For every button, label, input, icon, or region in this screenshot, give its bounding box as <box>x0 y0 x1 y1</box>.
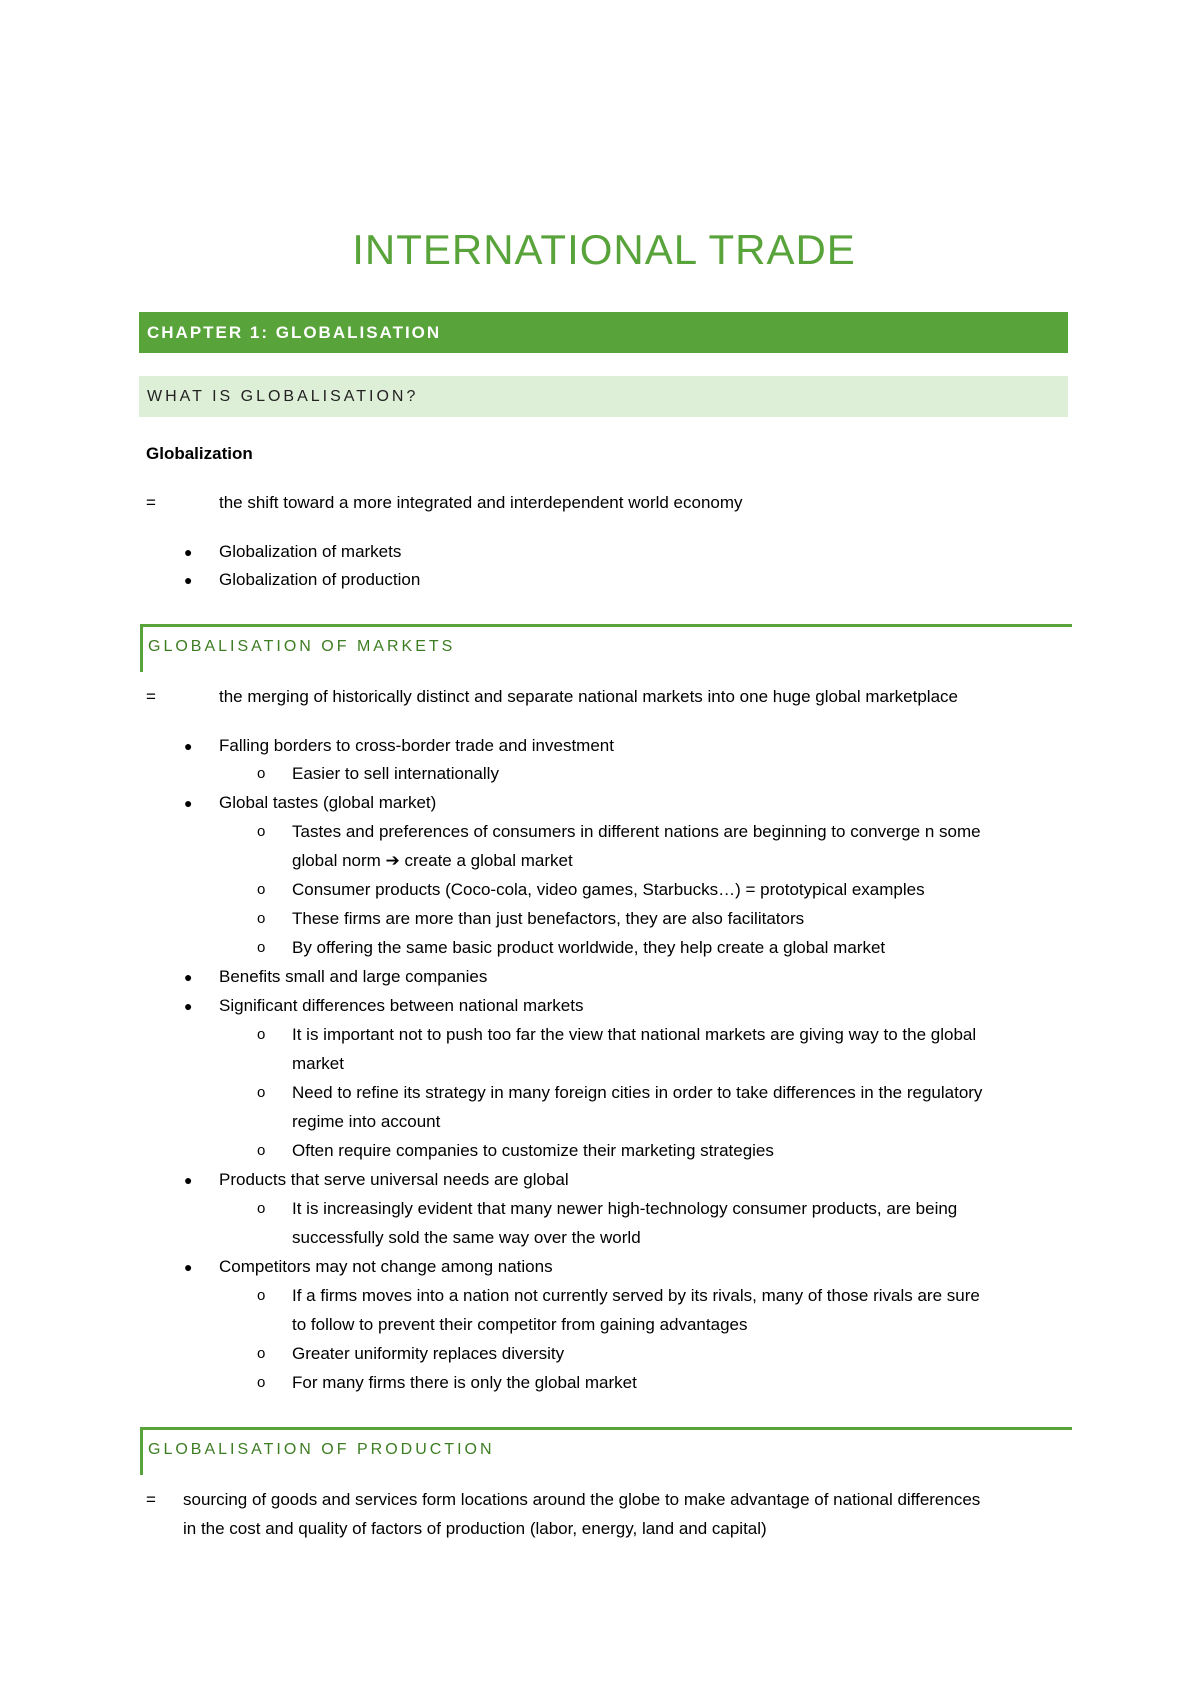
sub-bullet-continuation: market <box>292 1054 344 1073</box>
sub-bullet-marker: o <box>257 939 266 956</box>
sub-bullet-marker: o <box>257 1374 266 1391</box>
sub-bullet-item: Need to refine its strategy in many foreign cities in order to take differences in the regulatory <box>292 1083 983 1102</box>
document-title: INTERNATIONAL TRADE <box>352 226 856 273</box>
definition-text: the shift toward a more integrated and interdependent world economy <box>219 493 743 512</box>
bullet-item: Products that serve universal needs are global <box>219 1170 569 1189</box>
bullet-marker: ● <box>184 572 193 588</box>
bullet-item: Global tastes (global market) <box>219 793 437 812</box>
sub-bullet-item: It is increasingly evident that many newer high-technology consumer products, are being <box>292 1199 958 1218</box>
sub-bullet-marker: o <box>257 823 266 840</box>
sub-bullet-marker: o <box>257 765 266 782</box>
markets-heading: GLOBALISATION OF MARKETS <box>140 624 1072 672</box>
sub-bullet-item: Often require companies to customize their marketing strategies <box>292 1141 774 1160</box>
production-heading: GLOBALISATION OF PRODUCTION <box>140 1427 1072 1475</box>
sub-bullet-marker: o <box>257 1287 266 1304</box>
definition-continuation: in the cost and quality of factors of production (labor, energy, land and capital) <box>183 1519 767 1538</box>
bullet-marker: ● <box>184 544 193 560</box>
bullet-marker: ● <box>184 795 193 811</box>
sub-bullet-marker: o <box>257 1142 266 1159</box>
sub-bullet-marker: o <box>257 1200 266 1217</box>
bullet-marker: ● <box>184 998 193 1014</box>
sub-bullet-item: If a firms moves into a nation not currently served by its rivals, many of those rivals are sure <box>292 1286 980 1305</box>
bullet-item: Significant differences between national markets <box>219 996 584 1015</box>
bullet-marker: ● <box>184 969 193 985</box>
section-heading: WHAT IS GLOBALISATION? <box>139 376 1068 417</box>
sub-bullet-item: Greater uniformity replaces diversity <box>292 1344 565 1363</box>
sub-bullet-continuation: regime into account <box>292 1112 441 1131</box>
sub-bullet-marker: o <box>257 881 266 898</box>
sub-bullet-continuation: to follow to prevent their competitor from gaining advantages <box>292 1315 748 1334</box>
bullet-marker: ● <box>184 1172 193 1188</box>
term-label: Globalization <box>146 444 253 463</box>
sub-bullet-item: It is important not to push too far the view that national markets are giving way to the global <box>292 1025 977 1044</box>
sub-bullet-continuation: successfully sold the same way over the world <box>292 1228 641 1247</box>
bullet-item: Globalization of markets <box>219 542 402 561</box>
sub-bullet-item: By offering the same basic product worldwide, they help create a global market <box>292 938 886 957</box>
bullet-item: Globalization of production <box>219 570 421 589</box>
equals-sign: = <box>146 1490 156 1509</box>
bullet-item: Falling borders to cross-border trade and investment <box>219 736 614 755</box>
bullet-item: Competitors may not change among nations <box>219 1257 553 1276</box>
bullet-marker: ● <box>184 1259 193 1275</box>
chapter-heading: CHAPTER 1: GLOBALISATION <box>139 312 1068 353</box>
sub-bullet-item: For many firms there is only the global market <box>292 1373 637 1392</box>
sub-bullet-continuation: global norm ➔ create a global market <box>292 851 573 870</box>
sub-bullet-marker: o <box>257 1345 266 1362</box>
bullet-marker: ● <box>184 738 193 754</box>
sub-bullet-marker: o <box>257 1026 266 1043</box>
bullet-item: Benefits small and large companies <box>219 967 488 986</box>
definition-text: the merging of historically distinct and separate national markets into one huge global marketplace <box>219 687 958 706</box>
equals-sign: = <box>146 493 156 512</box>
sub-bullet-item: Easier to sell internationally <box>292 764 499 783</box>
equals-sign: = <box>146 687 156 706</box>
sub-bullet-marker: o <box>257 1084 266 1101</box>
sub-bullet-item: These firms are more than just benefactors, they are also facilitators <box>292 909 805 928</box>
definition-text: sourcing of goods and services form locations around the globe to make advantage of national differences <box>183 1490 981 1509</box>
sub-bullet-marker: o <box>257 910 266 927</box>
sub-bullet-item: Consumer products (Coco-cola, video games, Starbucks…) = prototypical examples <box>292 880 925 899</box>
sub-bullet-item: Tastes and preferences of consumers in different nations are beginning to converge n some <box>292 822 981 841</box>
